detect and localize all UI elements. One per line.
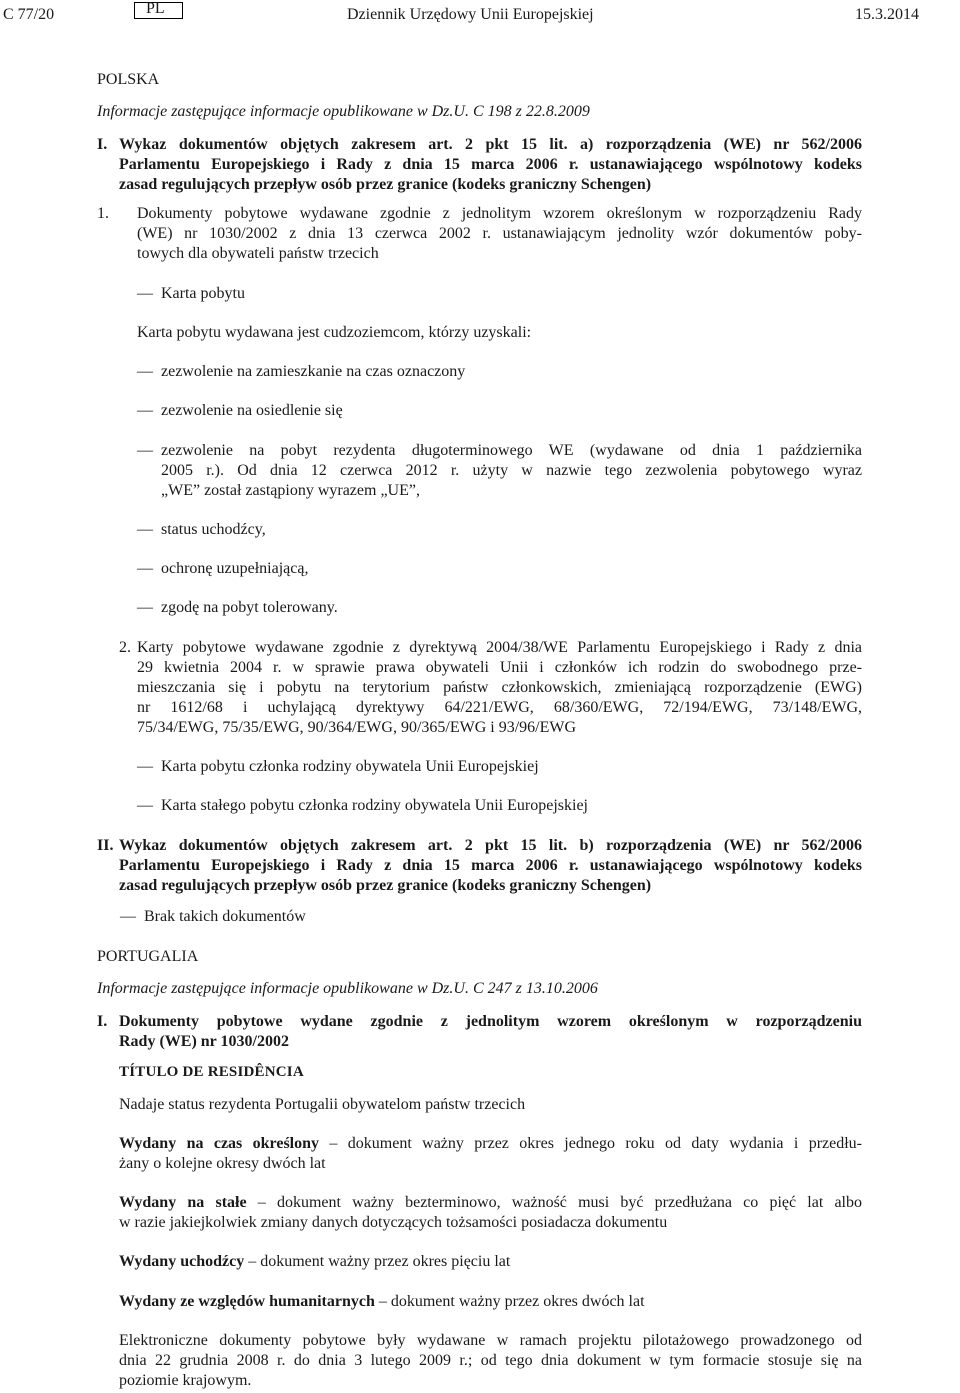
definition-entry [119, 1193, 862, 1212]
list-item: — Karta stałego pobytu członka rodziny obywatela Unii Europejskiej [161, 796, 862, 815]
section-title-line: Dokumenty pobytowe wydane zgodnie z jednolitym wzorem określonym w rozporządzeniu [119, 1013, 862, 1030]
list-item: — Brak takich dokumentów [144, 907, 845, 926]
definition-term: Wydany na czas określony [119, 1135, 320, 1152]
definition-term: Wydany ze względów humanitarnych [119, 1293, 375, 1310]
item-text-line: towych dla obywateli państw trzecich [137, 245, 379, 262]
section-number: II. [97, 837, 114, 854]
definition-text: – dokument ważny przez okres dwóch lat [374, 1293, 645, 1310]
list-item: — Karta pobytu [161, 284, 862, 303]
item-text-line: 29 kwietnia 2004 r. w sprawie prawa obywateli Unii i członków ich rodzin do swobodnego prze- [137, 659, 862, 676]
item-number: 1. [97, 205, 109, 222]
item-number: 2. [119, 639, 131, 656]
paragraph: Nadaje status rezydenta Portugalii obywatelom państw trzecich [119, 1096, 526, 1113]
replacement-note-polska: Informacje zastępujące informacje opublikowane w Dz.U. C 198 z 22.8.2009 [97, 103, 590, 120]
definition-continuation: w razie jakiejkolwiek zmiany danych dotyczących tożsamości posiadacza dokumentu [119, 1214, 668, 1231]
section-title-line: zasad regulujących przepływ osób przez granice (kodeks graniczny Schengen) [119, 877, 652, 894]
definition-term: Wydany na stałe [119, 1194, 247, 1211]
closing-paragraph-line: Elektroniczne dokumenty pobytowe były wydawane w ramach projektu pilotażowego prowadzonego od [119, 1332, 862, 1349]
list-item-continuation: „WE” został zastąpiony wyrazem „UE”, [161, 482, 420, 499]
list-item: — status uchodźcy, [161, 520, 862, 539]
definition-text: – dokument ważny przez okres pięciu lat [244, 1253, 511, 1270]
definition-term: Wydany uchodźcy [119, 1253, 245, 1270]
section-title-line: Parlamentu Europejskiego i Rady z dnia 15 marca 2006 r. ustanawiającego wspólnotowy kodeks [119, 857, 862, 874]
list-item: — ochronę uzupełniającą, [161, 559, 862, 578]
list-item: — zgodę na pobyt tolerowany. [161, 598, 862, 617]
publication-date: 15.3.2014 [855, 6, 919, 23]
list-item: — zezwolenie na osiedlenie się [161, 401, 862, 420]
item-text-line: nr 1612/68 i uchylającą dyrektywy 64/221/EWG, 68/360/EWG, 72/194/EWG, 73/148/EWG, [137, 699, 862, 716]
item-text-line: Dokumenty pobytowe wydawane zgodnie z jednolitym wzorem określonym w rozporządzeniu Rady [137, 205, 862, 222]
replacement-note-portugalia: Informacje zastępujące informacje opublikowane w Dz.U. C 247 z 13.10.2006 [97, 980, 598, 997]
closing-paragraph-line: poziomie krajowym. [119, 1372, 252, 1389]
language-badge: PL [146, 0, 165, 17]
item-text-line: mieszczania się i pobytu na terytorium państw członkowskich, zmieniającą rozporządzenie (EWG) [137, 679, 862, 696]
section-title-line: Rady (WE) nr 1030/2002 [119, 1033, 289, 1050]
definition-text: – dokument ważny przez okres jednego roku od daty wydania i przedłu- [319, 1135, 862, 1152]
document-title: TÍTULO DE RESIDÊNCIA [119, 1064, 304, 1080]
list-item-continuation: 2005 r.). Od dnia 12 czerwca 2012 r. użyty w nazwie tego zezwolenia pobytowego wyraz [161, 462, 862, 479]
country-heading-polska: POLSKA [97, 71, 160, 88]
list-item: — zezwolenie na zamieszkanie na czas oznaczony [161, 362, 862, 381]
journal-reference: C 77/20 [3, 6, 55, 23]
section-number: I. [97, 1013, 108, 1030]
definition-entry [119, 1252, 510, 1271]
definition-entry [119, 1134, 862, 1153]
definition-text: – dokument ważny bezterminowo, ważność musi być przedłużana co pięć lat albo [246, 1194, 863, 1211]
list-item: — zezwolenie na pobyt rezydenta długoterminowego WE (wydawane od dnia 1 października [161, 441, 862, 460]
section-title-line: zasad regulujących przepływ osób przez granice (kodeks graniczny Schengen) [119, 176, 652, 193]
section-title-line: Wykaz dokumentów objętych zakresem art. 2 pkt 15 lit. b) rozporządzenia (WE) nr 562/2006 [119, 837, 862, 854]
section-number: I. [97, 136, 108, 153]
closing-paragraph-line: dnia 22 grudnia 2008 r. do dnia 3 lutego 2009 r.; od tego dnia dokument w tym formacie stosuje się na [119, 1352, 862, 1369]
item-text-line: (WE) nr 1030/2002 z dnia 13 czerwca 2002 r. ustanawiającym jednolity wzór dokumentów poby- [137, 225, 862, 242]
section-title-line: Wykaz dokumentów objętych zakresem art. 2 pkt 15 lit. a) rozporządzenia (WE) nr 562/2006 [119, 136, 862, 153]
item-text-line: Karty pobytowe wydawane zgodnie z dyrektywą 2004/38/WE Parlamentu Europejskiego i Rady z dnia [137, 639, 862, 656]
list-item: — Karta pobytu członka rodziny obywatela Unii Europejskiej [161, 757, 862, 776]
item-text-line: 75/34/EWG, 75/35/EWG, 90/364/EWG, 90/365/EWG i 93/96/EWG [137, 719, 577, 736]
section-title-line: Parlamentu Europejskiego i Rady z dnia 15 marca 2006 r. ustanawiającego wspólnotowy kodeks [119, 156, 862, 173]
country-heading-portugalia: PORTUGALIA [97, 948, 199, 965]
journal-title: Dziennik Urzędowy Unii Europejskiej [347, 6, 594, 23]
definition-continuation: żany o kolejne okresy dwóch lat [119, 1155, 326, 1172]
paragraph: Karta pobytu wydawana jest cudzoziemcom, którzy uzyskali: [137, 324, 532, 341]
definition-entry [119, 1292, 645, 1311]
